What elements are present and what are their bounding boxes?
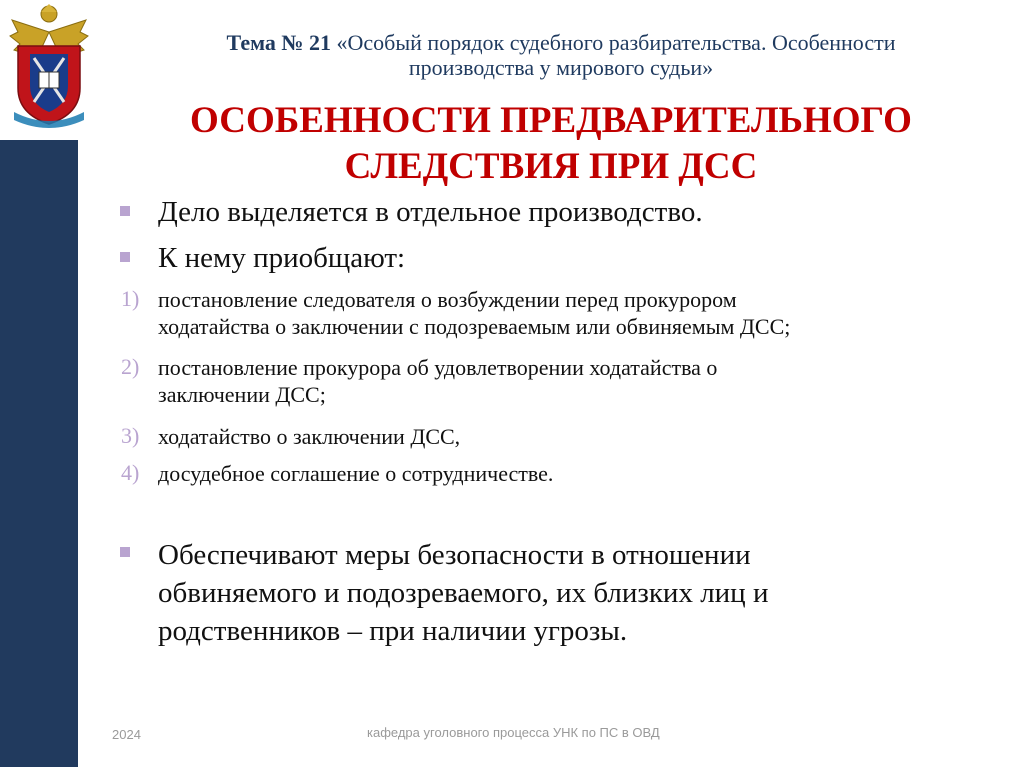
bullet-item-1: Дело выделяется в отдельное производство. (158, 196, 703, 228)
topic-line1: «Особый порядок судебного разбирательства. Особенности (331, 30, 896, 55)
numbered-item-1-line2: ходатайства о заключении с подозреваемым или обвиняемым ДСС; (158, 314, 791, 339)
bullet-item-3-line3: родственников – при наличии угрозы. (158, 615, 628, 647)
numbered-item-3-line1: ходатайство о заключении ДСС, (158, 424, 461, 449)
slide-title-line1: ОСОБЕННОСТИ ПРЕДВАРИТЕЛЬНОГО (190, 100, 912, 141)
bullet-marker (120, 206, 130, 216)
bullet-marker (120, 252, 130, 262)
slide-title-line2: СЛЕДСТВИЯ ПРИ ДСС (344, 146, 758, 187)
footer-year: 2024 (112, 727, 141, 742)
numbered-marker-3: 3) (121, 423, 140, 448)
topic-number: Тема № 21 (226, 30, 332, 55)
numbered-item-2-line1: постановление прокурора об удовлетворении ходатайства о (158, 355, 718, 380)
numbered-marker-1: 1) (121, 286, 140, 311)
bullet-item-2: К нему приобщают: (158, 242, 406, 274)
numbered-marker-2: 2) (121, 354, 140, 379)
numbered-item-3 (158, 423, 988, 450)
topic-line2: производства у мирового судьи» (408, 55, 714, 80)
numbered-item-2-line2: заключении ДСС; (158, 382, 326, 407)
numbered-item-1-line1: постановление следователя о возбуждении перед прокурором (158, 287, 737, 312)
footer-department: кафедра уголовного процесса УНК по ПС в ОВД (367, 725, 660, 740)
bullet-item-3-line1: Обеспечивают меры безопасности в отношении (158, 539, 751, 571)
bullet-marker (120, 547, 130, 557)
numbered-item-4-line1: досудебное соглашение о сотрудничестве. (158, 461, 554, 486)
numbered-item-4 (158, 460, 988, 487)
numbered-item-2 (158, 354, 988, 408)
bullet-item-3 (158, 536, 768, 650)
numbered-marker-4: 4) (121, 460, 140, 485)
numbered-item-1 (158, 286, 988, 340)
bullet-item-3-line2: обвиняемого и подозреваемого, их близких лиц и (158, 577, 769, 609)
